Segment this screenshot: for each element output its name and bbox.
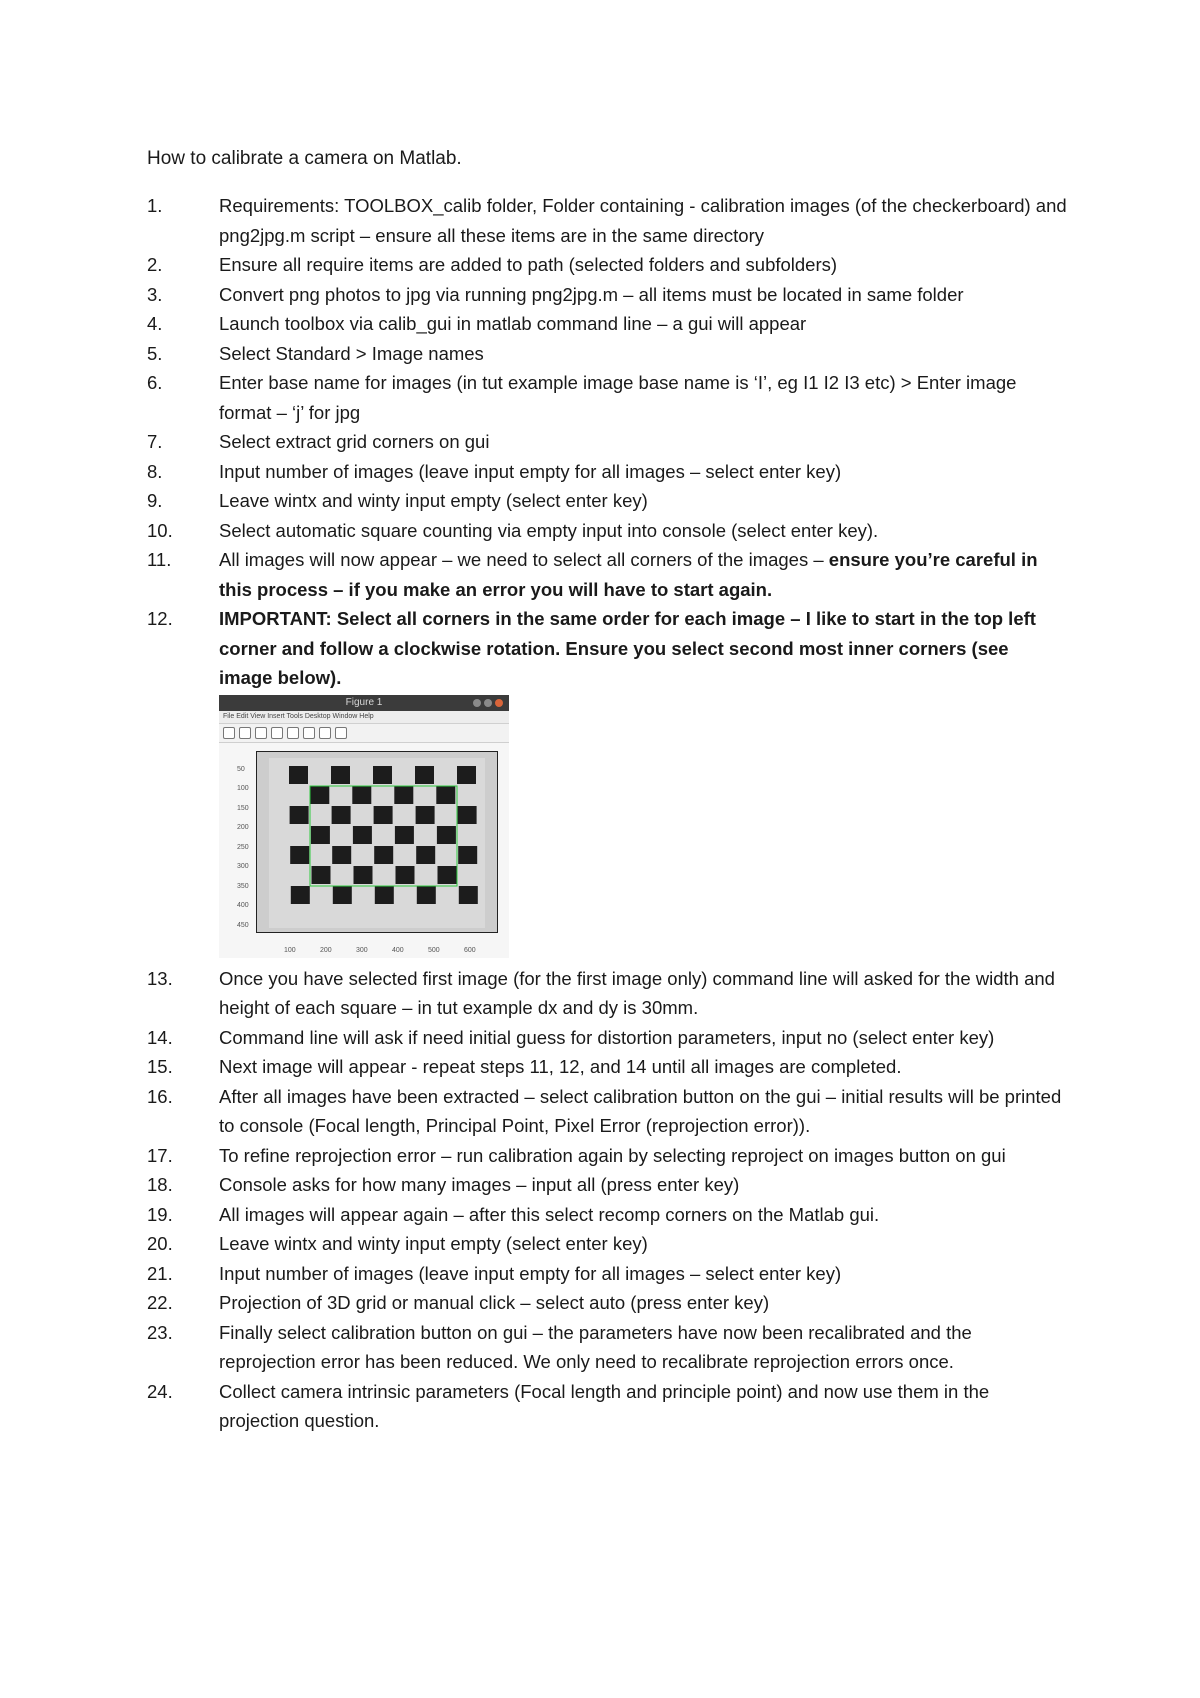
step-text: Leave wintx and winty input empty (select enter key) xyxy=(219,490,648,511)
checker-square xyxy=(331,766,350,784)
checker-square xyxy=(375,886,394,904)
checker-square xyxy=(438,866,457,884)
step-text xyxy=(219,545,1067,604)
step-item xyxy=(147,191,1067,250)
step-number: 21. xyxy=(147,1262,173,1284)
step-text: Next image will appear - repeat steps 11, 12, and 14 until all images are completed. xyxy=(219,1056,902,1077)
checkerboard-image xyxy=(257,752,497,932)
checker-square xyxy=(312,866,331,884)
minimize-icon xyxy=(473,699,481,707)
step-text: To refine reprojection error – run calibration again by selecting reproject on images button on gui xyxy=(219,1144,1006,1166)
checker-square xyxy=(289,766,308,784)
step-number: 24. xyxy=(147,1380,173,1402)
checker-square xyxy=(374,846,393,864)
checker-square xyxy=(395,826,414,844)
y-tick-label: 250 xyxy=(237,843,249,851)
step-item xyxy=(147,545,1067,604)
step-number: 23. xyxy=(147,1321,173,1343)
step-text: Input number of images (leave input empty for all images – select enter key) xyxy=(219,1262,842,1284)
step-text-bold: IMPORTANT: Select all corners in the same order for each image – I like to start in the top left corner and follow a clockwise rotation. Ensure you select second most inner corners (see image below). xyxy=(219,608,1036,688)
step-item xyxy=(147,516,1067,546)
step-item xyxy=(147,1141,1067,1171)
step-text: Projection of 3D grid or manual click – select auto (press enter key) xyxy=(219,1292,770,1313)
checker-square xyxy=(458,846,477,864)
checker-square xyxy=(354,866,373,884)
checker-square xyxy=(310,786,329,804)
step-number: 3. xyxy=(147,283,163,305)
step-item xyxy=(147,368,1067,427)
step-item xyxy=(147,1318,1067,1377)
colorbar-icon xyxy=(303,727,315,739)
step-number: 1. xyxy=(147,195,163,216)
dock-icon xyxy=(335,727,347,739)
x-tick-label: 400 xyxy=(392,946,404,954)
checker-square xyxy=(416,806,435,824)
figure-axes xyxy=(256,751,498,933)
step-item xyxy=(147,1052,1067,1082)
step-number: 10. xyxy=(147,519,173,541)
step-number: 11. xyxy=(147,549,172,570)
step-text: Finally select calibration button on gui – the parameters have now been recalibrated and the reprojection error has been reduced. We only need to recalibrate reprojection errors once. xyxy=(219,1321,972,1372)
figure-titlebar xyxy=(219,695,509,711)
y-tick-label: 300 xyxy=(237,863,249,870)
y-tick-label: 150 xyxy=(237,804,249,812)
print-icon xyxy=(271,727,283,739)
figure-window-title: Figure 1 xyxy=(345,696,383,708)
matlab-figure-screenshot xyxy=(219,695,509,958)
step-text: Once you have selected first image (for the first image only) command line will asked for the width and height of each square – in tut example dx and dy is 30mm. xyxy=(219,967,1055,1018)
step-item xyxy=(147,457,1067,487)
step-number: 8. xyxy=(147,460,163,482)
step-number: 19. xyxy=(147,1203,173,1225)
document-title: How to calibrate a camera on Matlab. xyxy=(147,148,462,169)
step-item xyxy=(147,1377,1067,1436)
checker-square xyxy=(290,846,309,864)
checker-square xyxy=(457,766,476,784)
checker-square xyxy=(396,866,415,884)
figure-canvas xyxy=(219,743,509,958)
y-tick-label: 200 xyxy=(237,824,249,831)
step-text: Requirements: TOOLBOX_calib folder, Folder containing - calibration images (of the checkerboard) and png2jpg.m script – ensure all these items are in the same directory xyxy=(219,195,1067,246)
checker-square xyxy=(417,886,436,904)
new-file-icon xyxy=(223,727,235,739)
checker-square xyxy=(458,806,477,824)
checker-square xyxy=(352,786,371,804)
open-folder-icon xyxy=(239,727,251,739)
step-text: Input number of images (leave input empty for all images – select enter key) xyxy=(219,460,842,482)
x-tick-label: 500 xyxy=(428,946,440,954)
figure-menubar: File Edit View Insert Tools Desktop Window Help xyxy=(219,711,509,724)
step-item xyxy=(147,1229,1067,1259)
figure-toolbar xyxy=(219,724,509,743)
checker-square xyxy=(332,846,351,864)
save-icon xyxy=(255,727,267,739)
checker-square xyxy=(416,846,435,864)
maximize-icon xyxy=(484,699,492,707)
step-item xyxy=(147,1288,1067,1318)
checker-square xyxy=(332,806,351,824)
checker-square xyxy=(437,826,456,844)
step-text: Ensure all require items are added to path (selected folders and subfolders) xyxy=(219,254,838,275)
step-text: Collect camera intrinsic parameters (Focal length and principle point) and now use them in the projection question. xyxy=(219,1380,990,1431)
step-item xyxy=(147,250,1067,280)
window-controls xyxy=(473,699,503,707)
step-text: Command line will ask if need initial guess for distortion parameters, input no (select enter key) xyxy=(219,1026,995,1048)
step-number: 4. xyxy=(147,313,163,334)
checker-square xyxy=(415,766,434,784)
x-tick-label: 600 xyxy=(464,946,476,954)
step-item xyxy=(147,280,1067,310)
zoom-icon xyxy=(287,727,299,739)
step-text-bold: ensure you’re careful in this process – if you make an error you will have to start again. xyxy=(219,549,1038,600)
step-number: 16. xyxy=(147,1085,173,1107)
y-tick-label: 50 xyxy=(237,765,245,773)
step-number: 2. xyxy=(147,254,163,275)
step-text: After all images have been extracted – select calibration button on the gui – initial results will be printed to console (Focal length, Principal Point, Pixel Error (reprojection error)). xyxy=(219,1085,1062,1136)
step-item xyxy=(147,309,1067,339)
step-item xyxy=(147,486,1067,516)
step-number: 12. xyxy=(147,608,173,629)
step-number: 14. xyxy=(147,1026,173,1048)
x-tick-label: 200 xyxy=(320,946,332,954)
step-number: 6. xyxy=(147,372,163,393)
step-number: 9. xyxy=(147,490,163,511)
x-tick-label: 100 xyxy=(284,946,296,954)
step-text: Convert png photos to jpg via running png2jpg.m – all items must be located in same folder xyxy=(219,283,964,305)
checker-square xyxy=(291,886,310,904)
step-item xyxy=(147,1082,1067,1141)
step-item xyxy=(147,1023,1067,1053)
step-number: 22. xyxy=(147,1292,173,1313)
step-number: 5. xyxy=(147,342,163,364)
step-text: Select automatic square counting via empty input into console (select enter key). xyxy=(219,519,879,541)
y-tick-label: 350 xyxy=(237,882,249,890)
step-text-regular: All images will now appear – we need to select all corners of the images – xyxy=(219,549,829,570)
step-item xyxy=(147,1170,1067,1200)
step-text: All images will appear again – after this select recomp corners on the Matlab gui. xyxy=(219,1203,880,1225)
step-text: Select Standard > Image names xyxy=(219,342,484,364)
step-item xyxy=(147,1200,1067,1230)
y-tick-label: 100 xyxy=(237,785,249,792)
step-item xyxy=(147,604,1067,693)
checker-square xyxy=(311,826,330,844)
checker-square xyxy=(373,766,392,784)
checker-square xyxy=(333,886,352,904)
checker-square xyxy=(459,886,478,904)
step-number: 7. xyxy=(147,431,163,452)
step-number: 17. xyxy=(147,1144,173,1166)
close-icon xyxy=(495,699,503,707)
step-number: 20. xyxy=(147,1233,173,1254)
x-tick-label: 300 xyxy=(356,946,368,954)
step-item xyxy=(147,964,1067,1023)
step-text: Enter base name for images (in tut example image base name is ‘I’, eg I1 I2 I3 etc) > Enter image format – ‘j’ for jpg xyxy=(219,372,1017,423)
checker-square xyxy=(436,786,455,804)
checker-square xyxy=(374,806,393,824)
step-number: 15. xyxy=(147,1056,173,1077)
step-text: Console asks for how many images – input all (press enter key) xyxy=(219,1174,740,1195)
step-item xyxy=(147,339,1067,369)
checker-square xyxy=(290,806,309,824)
checker-square xyxy=(394,786,413,804)
step-text: Launch toolbox via calib_gui in matlab command line – a gui will appear xyxy=(219,313,807,334)
y-tick-label: 450 xyxy=(237,921,249,929)
step-text: Leave wintx and winty input empty (select enter key) xyxy=(219,1233,648,1254)
legend-icon xyxy=(319,727,331,739)
checker-square xyxy=(353,826,372,844)
step-item xyxy=(147,1259,1067,1289)
step-number: 13. xyxy=(147,967,173,989)
step-item xyxy=(147,427,1067,457)
step-text: Select extract grid corners on gui xyxy=(219,431,490,452)
figure-container xyxy=(147,695,1067,958)
y-tick-label: 400 xyxy=(237,902,249,909)
steps-list xyxy=(147,191,1067,1436)
step-number: 18. xyxy=(147,1174,173,1195)
